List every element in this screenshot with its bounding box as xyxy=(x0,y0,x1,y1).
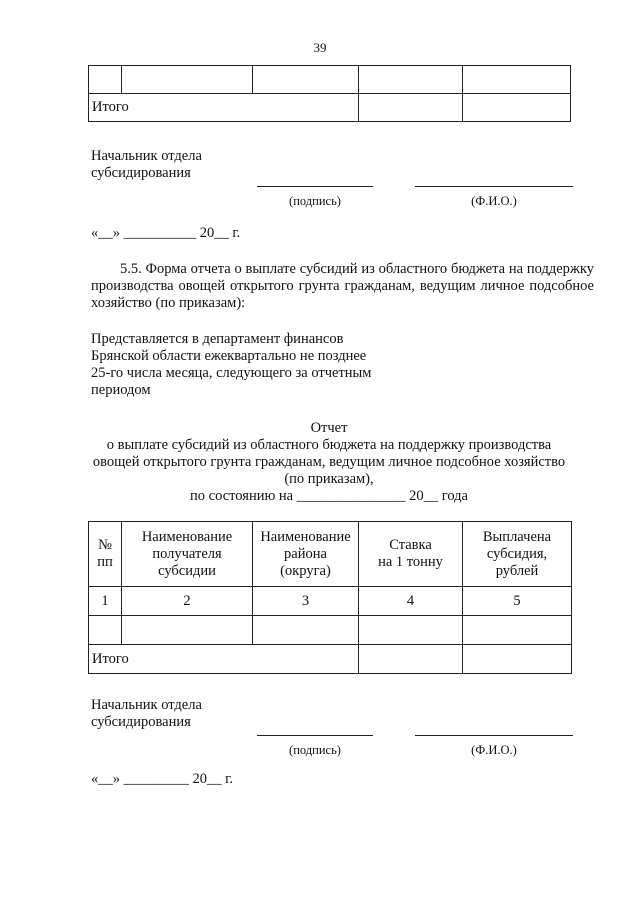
signature-caption: (подпись) xyxy=(289,743,341,757)
note-line: периодом xyxy=(91,382,151,398)
header-cell-recipient: Наименование получателя субсидии xyxy=(122,522,253,587)
table-cell xyxy=(359,94,463,122)
total-row xyxy=(89,645,572,674)
table-cell xyxy=(253,66,359,94)
position-line: субсидирования xyxy=(91,165,191,181)
column-number: 4 xyxy=(359,587,463,616)
signatory-position xyxy=(91,697,202,731)
table-cell xyxy=(359,66,463,94)
name-caption: (Ф.И.О.) xyxy=(471,194,517,208)
column-number: 2 xyxy=(122,587,253,616)
table-cell xyxy=(463,616,572,645)
column-numbers-row xyxy=(89,587,572,616)
date-line: «__» __________ 20__ г. xyxy=(91,225,241,241)
report-line: (по приказам), xyxy=(284,471,374,487)
table-cell xyxy=(359,616,463,645)
table-cell xyxy=(463,645,572,674)
column-number: 1 xyxy=(89,587,122,616)
position-line: Начальник отдела xyxy=(91,697,202,713)
table-cell xyxy=(253,616,359,645)
report-line: о выплате субсидий из областного бюджета на поддержку производства xyxy=(106,437,552,453)
table-cell xyxy=(122,66,253,94)
total-row xyxy=(89,94,571,122)
submission-note xyxy=(91,331,411,399)
table-row xyxy=(89,66,571,94)
table-cell xyxy=(122,616,253,645)
column-number: 3 xyxy=(253,587,359,616)
note-line: 25-го числа месяца, следующего за отчетным xyxy=(91,365,372,381)
position-line: субсидирования xyxy=(91,714,191,730)
signatory-position xyxy=(91,148,202,182)
position-line: Начальник отдела xyxy=(91,148,202,164)
total-label: Итого xyxy=(89,94,359,122)
report-table xyxy=(88,521,572,674)
table-cell xyxy=(463,94,571,122)
table-cell xyxy=(89,66,122,94)
table-cell xyxy=(463,66,571,94)
name-caption: (Ф.И.О.) xyxy=(471,743,517,757)
table-cell xyxy=(89,616,122,645)
column-number: 5 xyxy=(463,587,572,616)
name-line xyxy=(415,735,573,736)
report-header xyxy=(88,420,570,505)
report-line: овощей открытого грунта гражданам, ведущим личное подсобное хозяйство xyxy=(92,454,566,470)
section-paragraph: 5.5. Форма отчета о выплате субсидий из областного бюджета на поддержку производства овощей открытого грунта гражданам, ведущим личное подсобное хозяйство (по приказам): xyxy=(91,261,594,311)
header-cell-district: Наименование района (округа) xyxy=(253,522,359,587)
note-line: Брянской области ежеквартально не позднее xyxy=(91,348,367,364)
header-cell-paid: Выплачена субсидия, рублей xyxy=(463,522,572,587)
signature-line xyxy=(257,735,373,736)
continued-table xyxy=(88,65,571,122)
name-line xyxy=(415,186,573,187)
header-cell-number: № пп xyxy=(89,522,122,587)
table-cell xyxy=(359,645,463,674)
signature-line xyxy=(257,186,373,187)
report-title: Отчет xyxy=(310,420,348,436)
signature-caption: (подпись) xyxy=(289,194,341,208)
date-line: «__» _________ 20__ г. xyxy=(91,771,234,787)
table-row xyxy=(89,616,572,645)
note-line: Представляется в департамент финансов xyxy=(91,331,344,347)
header-row xyxy=(89,522,572,587)
page-number: 39 xyxy=(313,40,327,55)
report-line: по состоянию на _______________ 20__ года xyxy=(190,488,468,504)
total-label: Итого xyxy=(89,645,359,674)
header-cell-rate: Ставка на 1 тонну xyxy=(359,522,463,587)
